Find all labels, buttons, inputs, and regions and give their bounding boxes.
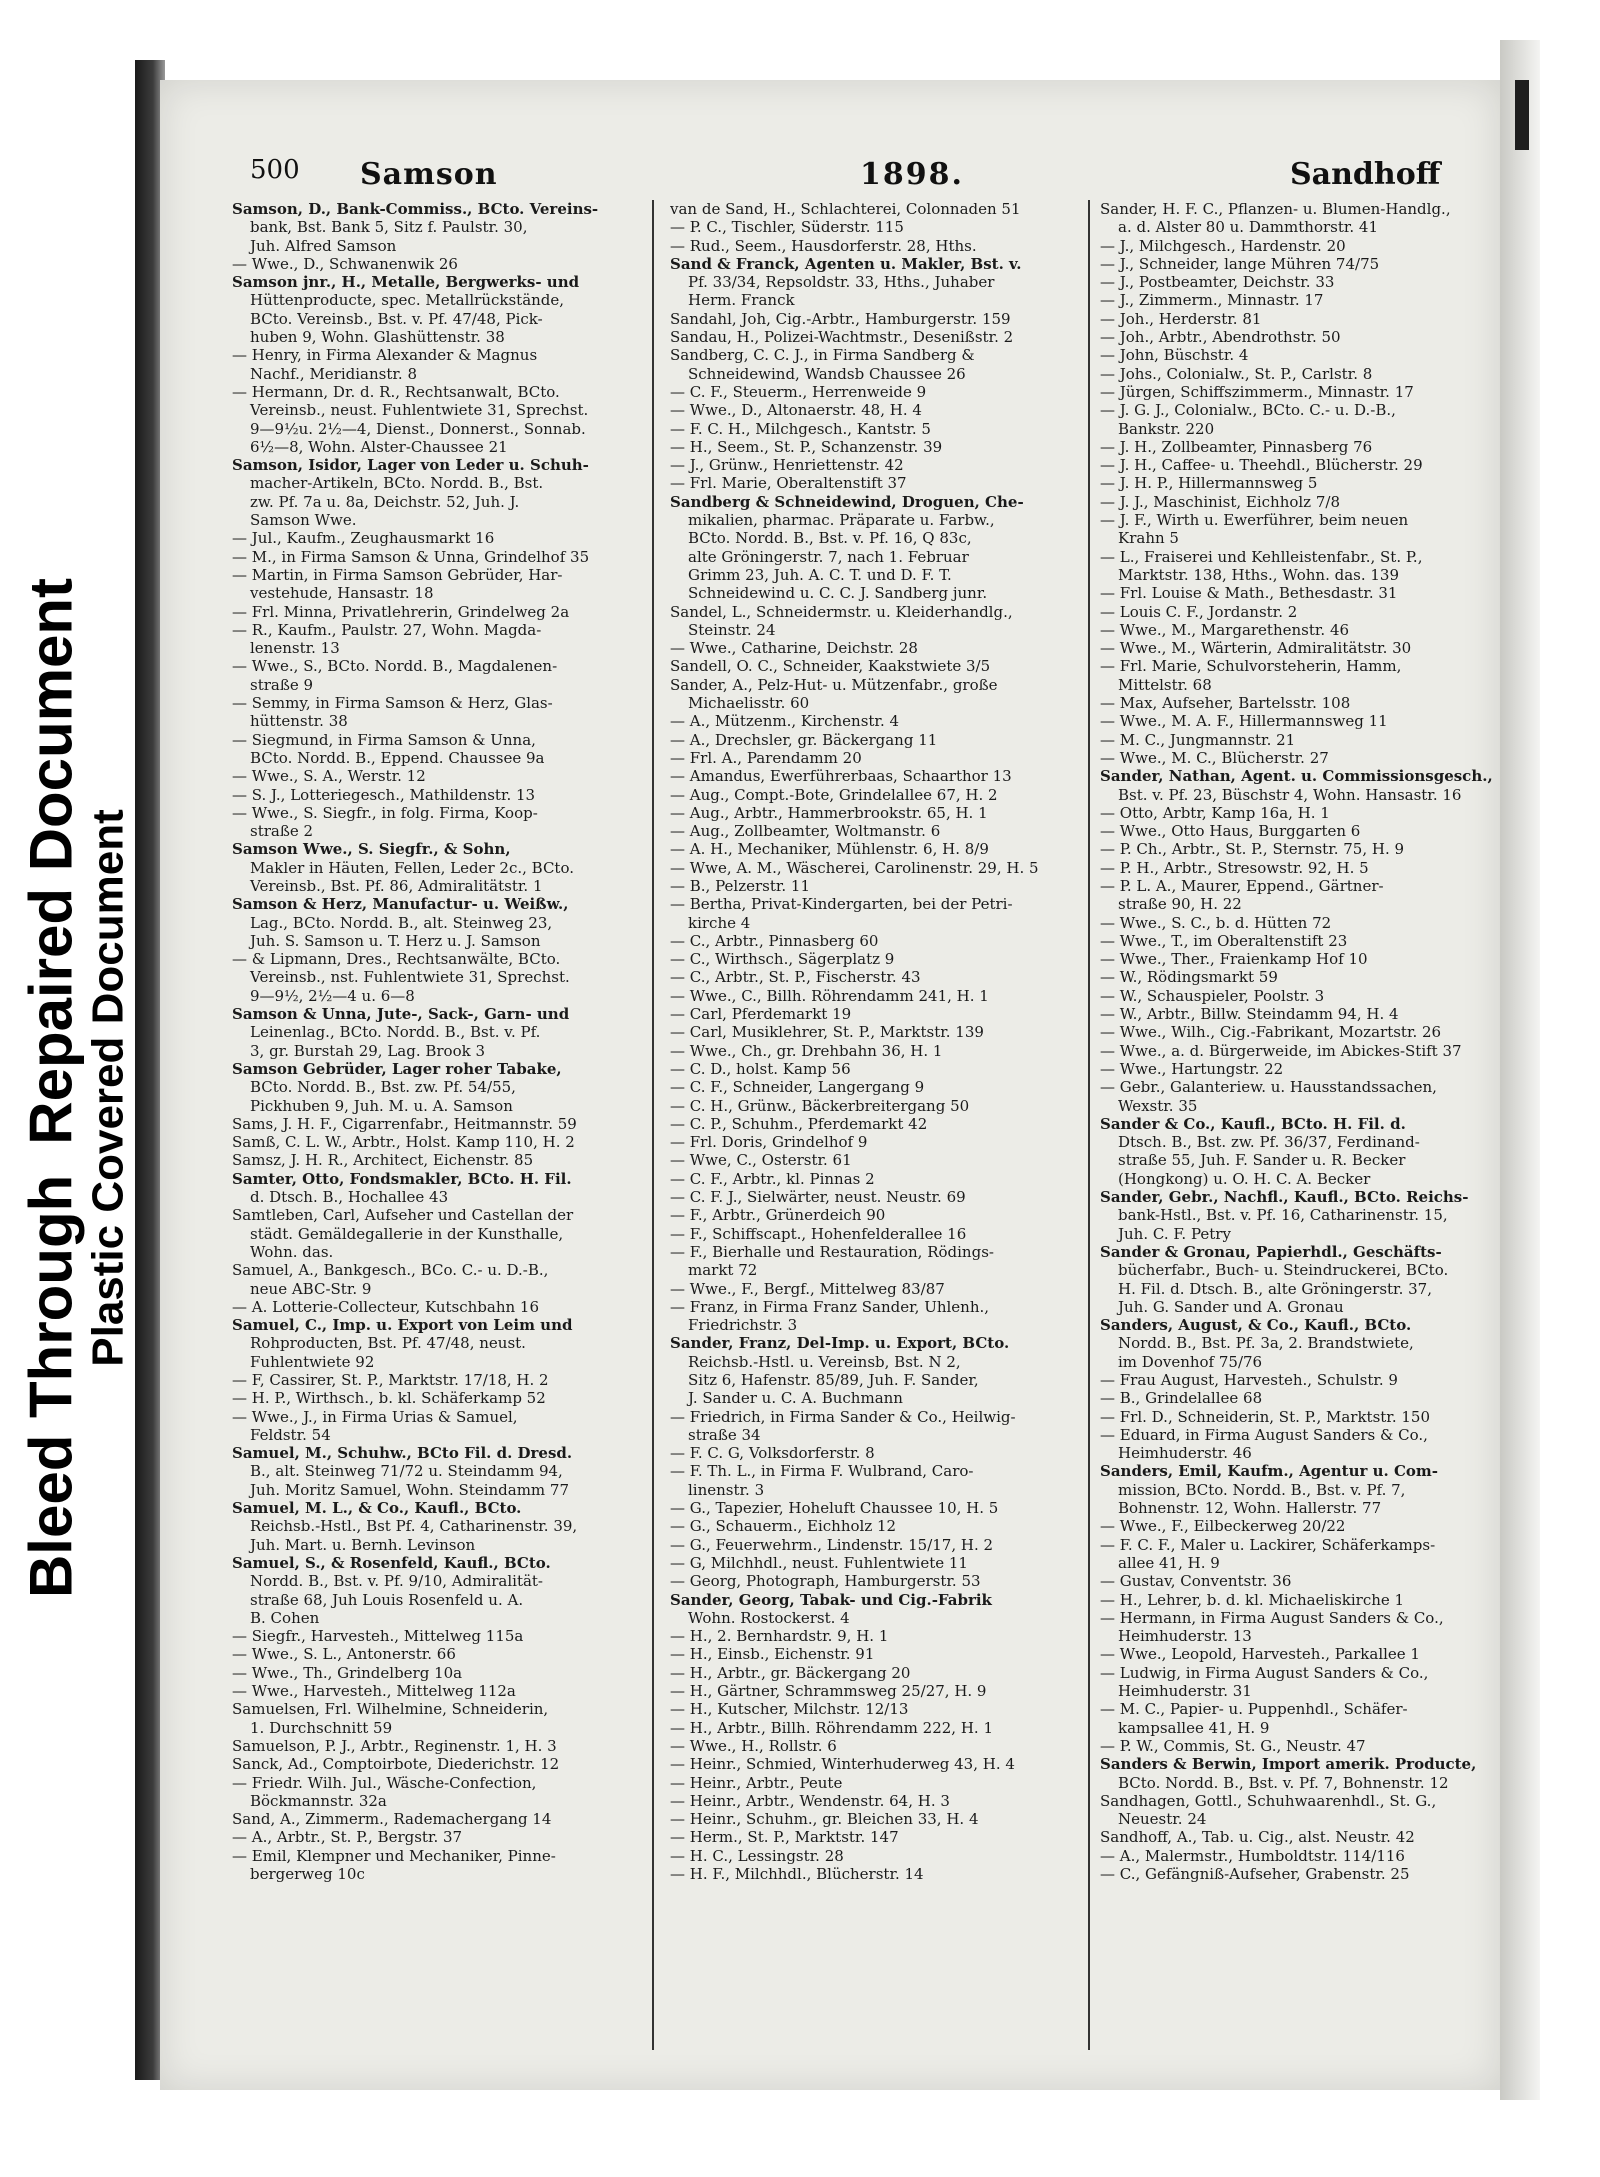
directory-entry-line: Sander, Georg, Tabak- und Cig.-Fabrik bbox=[670, 1590, 992, 1609]
directory-entry-line: Juh. S. Samson u. T. Herz u. J. Samson bbox=[250, 931, 541, 950]
directory-entry-line: bergerweg 10c bbox=[250, 1865, 365, 1884]
directory-entry-line: Sandhoff, A., Tab. u. Cig., alst. Neustr. 42 bbox=[1100, 1828, 1415, 1847]
directory-entry-line: Nordd. B., Bst. Pf. 3a, 2. Brandstwiete, bbox=[1118, 1334, 1414, 1353]
directory-entry-line: — C. D., holst. Kamp 56 bbox=[670, 1059, 851, 1078]
directory-entry-line: huben 9, Wohn. Glashüttenstr. 38 bbox=[250, 328, 505, 347]
repaired-document-label: Repaired Document bbox=[17, 577, 85, 1145]
directory-entry-line: — J. H. P., Hillermannsweg 5 bbox=[1100, 474, 1318, 493]
directory-entry-line: — L., Fraiserei und Kehlleistenfabr., St. P., bbox=[1100, 547, 1423, 566]
directory-entry-line: Samson, Isidor, Lager von Leder u. Schuh- bbox=[232, 456, 589, 475]
directory-entry-line: — A., Drechsler, gr. Bäckergang 11 bbox=[670, 730, 938, 749]
directory-entry-line: — Wwe., J., in Firma Urias & Samuel, bbox=[232, 1407, 518, 1426]
directory-entry-line: — W., Arbtr., Billw. Steindamm 94, H. 4 bbox=[1100, 1005, 1399, 1024]
directory-entry-line: straße 34 bbox=[688, 1425, 761, 1444]
directory-entry-line: — Carl, Musiklehrer, St. P., Marktstr. 139 bbox=[670, 1023, 984, 1042]
directory-entry-line: — Wwe., S. L., Antonerstr. 66 bbox=[232, 1645, 456, 1664]
directory-entry-line: 9—9½, 2½—4 u. 6—8 bbox=[250, 986, 415, 1005]
directory-entry-line: Bankstr. 220 bbox=[1118, 419, 1215, 438]
directory-entry-line: Heimhuderstr. 13 bbox=[1118, 1627, 1252, 1646]
directory-entry-line: Juh. Alfred Samson bbox=[250, 236, 397, 255]
directory-entry-line: — Wwe., D., Altonaerstr. 48, H. 4 bbox=[670, 401, 922, 420]
directory-entry-line: Lag., BCto. Nordd. B., alt. Steinweg 23, bbox=[250, 913, 553, 932]
directory-entry-line: — C., Gefängniß-Aufseher, Grabenstr. 25 bbox=[1100, 1865, 1410, 1884]
directory-entry-line: — H., Kutscher, Milchstr. 12/13 bbox=[670, 1700, 909, 1719]
directory-entry-line: — R., Kaufm., Paulstr. 27, Wohn. Magda- bbox=[232, 620, 542, 639]
directory-entry-line: — H. F., Milchhdl., Blücherstr. 14 bbox=[670, 1865, 924, 1884]
directory-column-1 bbox=[232, 200, 636, 2080]
directory-entry-line: — G., Feuerwehrm., Lindenstr. 15/17, H. 2 bbox=[670, 1535, 994, 1554]
directory-entry-line: lenenstr. 13 bbox=[250, 639, 340, 658]
directory-entry-line: Sandberg & Schneidewind, Droguen, Che- bbox=[670, 492, 1024, 511]
directory-entry-line: — Frl. Louise & Math., Bethesdastr. 31 bbox=[1100, 584, 1398, 603]
directory-entry-line: — C., Arbtr., St. P., Fischerstr. 43 bbox=[670, 968, 921, 987]
running-head-left: Samson bbox=[360, 157, 498, 192]
directory-entry-line: Samson & Herz, Manufactur- u. Weißw., bbox=[232, 895, 569, 914]
directory-entry-line: — Hermann, Dr. d. R., Rechtsanwalt, BCto. bbox=[232, 382, 560, 401]
bleed-through-label: Bleed Through bbox=[17, 1174, 85, 1599]
directory-entry-line: Vereinsb., neust. Fuhlentwiete 31, Sprechst. bbox=[250, 401, 589, 420]
directory-entry-line: Sander, Gebr., Nachfl., Kaufl., BCto. Reichs- bbox=[1100, 1188, 1469, 1207]
directory-entry-line: Sander, A., Pelz-Hut- u. Mützenfabr., große bbox=[670, 675, 998, 694]
directory-entry-line: Wohn. Rostockerst. 4 bbox=[688, 1608, 850, 1627]
directory-entry-line: — P. H., Arbtr., Stresowstr. 92, H. 5 bbox=[1100, 858, 1369, 877]
directory-entry-line: — Wwe., S. Siegfr., in folg. Firma, Koop- bbox=[232, 803, 538, 822]
directory-entry-line: — H., Seem., St. P., Schanzenstr. 39 bbox=[670, 437, 943, 456]
directory-entry-line: — J. H., Zollbeamter, Pinnasberg 76 bbox=[1100, 437, 1373, 456]
scan-right-edge-mark bbox=[1515, 80, 1529, 150]
directory-entry-line: — Martin, in Firma Samson Gebrüder, Har- bbox=[232, 565, 563, 584]
directory-entry-line: Böckmannstr. 32a bbox=[250, 1791, 387, 1810]
directory-entry-line: BCto. Nordd. B., Bst. v. Pf. 16, Q 83c, bbox=[688, 529, 972, 548]
directory-column-2 bbox=[670, 200, 1074, 2080]
directory-entry-line: — Max, Aufseher, Bartelsstr. 108 bbox=[1100, 694, 1351, 713]
directory-entry-line: B. Cohen bbox=[250, 1608, 320, 1627]
directory-entry-line: Samson Wwe., S. Siegfr., & Sohn, bbox=[232, 840, 511, 859]
directory-entry-line: — Wwe, C., Osterstr. 61 bbox=[670, 1151, 852, 1170]
directory-entry-line: — Frl. Minna, Privatlehrerin, Grindelweg 2a bbox=[232, 602, 570, 621]
directory-entry-line: Wohn. das. bbox=[250, 1242, 334, 1261]
directory-entry-line: — Wwe., Wilh., Cig.-Fabrikant, Mozartstr. 26 bbox=[1100, 1023, 1442, 1042]
directory-entry-line: Sandhagen, Gottl., Schuhwaarenhdl., St. G., bbox=[1100, 1791, 1437, 1810]
directory-entry-line: — Aug., Zollbeamter, Woltmanstr. 6 bbox=[670, 822, 941, 841]
directory-entry-line: — Gebr., Galanteriew. u. Hausstandssachen, bbox=[1100, 1078, 1437, 1097]
sidebar-watermark bbox=[0, 0, 150, 2177]
directory-entry-line: — H. C., Lessingstr. 28 bbox=[670, 1846, 844, 1865]
directory-entry-line: Samuel, M., Schuhw., BCto Fil. d. Dresd. bbox=[232, 1444, 573, 1463]
directory-entry-line: — J. J., Maschinist, Eichholz 7/8 bbox=[1100, 492, 1340, 511]
directory-entry-line: Sams, J. H. F., Cigarrenfabr., Heitmannstr. 59 bbox=[232, 1114, 577, 1133]
directory-entry-line: — F., Arbtr., Grünerdeich 90 bbox=[670, 1206, 886, 1225]
column-rule bbox=[652, 200, 654, 2050]
directory-entry-line: Makler in Häuten, Fellen, Leder 2c., BCto. bbox=[250, 858, 574, 877]
directory-entry-line: — A. H., Mechaniker, Mühlenstr. 6, H. 8/9 bbox=[670, 840, 989, 859]
side-label-line1 bbox=[17, 578, 86, 1598]
directory-entry-line: van de Sand, H., Schlachterei, Colonnaden 51 bbox=[670, 200, 1021, 218]
directory-entry-line: — Henry, in Firma Alexander & Magnus bbox=[232, 346, 538, 365]
directory-entry-line: — Wwe., Ther., Fraienkamp Hof 10 bbox=[1100, 950, 1368, 969]
directory-entry-line: straße 90, H. 22 bbox=[1118, 895, 1242, 914]
directory-entry-line: — Carl, Pferdemarkt 19 bbox=[670, 1005, 852, 1024]
directory-entry-line: Samson jnr., H., Metalle, Bergwerks- und bbox=[232, 273, 580, 292]
directory-entry-line: — G, Milchhdl., neust. Fuhlentwiete 11 bbox=[670, 1553, 968, 1572]
directory-entry-line: d. Dtsch. B., Hochallee 43 bbox=[250, 1188, 449, 1207]
plastic-covered-label: Plastic Covered Document bbox=[83, 809, 133, 1367]
directory-entry-line: — Amandus, Ewerführerbaas, Schaarthor 13 bbox=[670, 767, 1012, 786]
directory-entry-line: Juh. Moritz Samuel, Wohn. Steindamm 77 bbox=[250, 1480, 570, 1499]
directory-entry-line: straße 68, Juh Louis Rosenfeld u. A. bbox=[250, 1590, 524, 1609]
directory-entry-line: kampsallee 41, H. 9 bbox=[1118, 1718, 1270, 1737]
directory-entry-line: 6½—8, Wohn. Alster-Chaussee 21 bbox=[250, 437, 508, 456]
directory-entry-line: — P. C., Tischler, Süderstr. 115 bbox=[670, 218, 904, 237]
directory-entry-line: — C., Arbtr., Pinnasberg 60 bbox=[670, 931, 879, 950]
directory-entry-line: hüttenstr. 38 bbox=[250, 712, 348, 731]
directory-entry-line: Marktstr. 138, Hths., Wohn. das. 139 bbox=[1118, 565, 1400, 584]
directory-entry-line: — F, Cassirer, St. P., Marktstr. 17/18, H. 2 bbox=[232, 1371, 549, 1389]
directory-entry-line: Samter, Otto, Fondsmakler, BCto. H. Fil. bbox=[232, 1169, 572, 1188]
directory-entry-line: — Georg, Photograph, Hamburgerstr. 53 bbox=[670, 1572, 981, 1591]
directory-entry-line: Dtsch. B., Bst. zw. Pf. 36/37, Ferdinand- bbox=[1118, 1133, 1420, 1152]
directory-entry-line: — F., Schiffscapt., Hohenfelderallee 16 bbox=[670, 1224, 967, 1243]
page-year: 1898. bbox=[860, 157, 964, 192]
directory-entry-line: Samuel, A., Bankgesch., BCo. C.- u. D.-B., bbox=[232, 1261, 549, 1280]
scan-right-edge bbox=[1500, 40, 1540, 2100]
directory-entry-line: Samuel, S., & Rosenfeld, Kaufl., BCto. bbox=[232, 1553, 551, 1572]
directory-entry-line: Samson Wwe. bbox=[250, 511, 357, 530]
directory-entry-line: — Wwe., Th., Grindelberg 10a bbox=[232, 1663, 463, 1682]
directory-entry-line: Friedrichstr. 3 bbox=[688, 1316, 798, 1335]
directory-entry-line: J. Sander u. C. A. Buchmann bbox=[688, 1389, 903, 1408]
directory-entry-line: Reichsb.-Hstl. u. Vereinsb, Bst. N 2, bbox=[688, 1352, 961, 1371]
directory-entry-line: — A. Lotterie-Collecteur, Kutschbahn 16 bbox=[232, 1297, 540, 1316]
directory-entry-line: Wexstr. 35 bbox=[1118, 1096, 1198, 1115]
directory-entry-line: Herm. Franck bbox=[688, 291, 795, 310]
directory-entry-line: straße 55, Juh. F. Sander u. R. Becker bbox=[1118, 1151, 1406, 1170]
directory-entry-line: — Frl. Doris, Grindelhof 9 bbox=[670, 1133, 868, 1152]
directory-entry-line: — C. F., Arbtr., kl. Pinnas 2 bbox=[670, 1169, 875, 1188]
directory-entry-line: — B., Pelzerstr. 11 bbox=[670, 876, 811, 895]
directory-entry-line: Sander, H. F. C., Pflanzen- u. Blumen-Handlg., bbox=[1100, 200, 1451, 218]
directory-entry-line: — G., Tapezier, Hoheluft Chaussee 10, H. 5 bbox=[670, 1499, 999, 1518]
directory-entry-line: BCto. Nordd. B., Bst. zw. Pf. 54/55, bbox=[250, 1078, 516, 1097]
directory-entry-line: — Wwe., Harvesteh., Mittelweg 112a bbox=[232, 1682, 516, 1701]
directory-entry-line: — Emil, Klempner und Mechaniker, Pinne- bbox=[232, 1846, 556, 1865]
directory-entry-line: — Otto, Arbtr, Kamp 16a, H. 1 bbox=[1100, 803, 1330, 822]
directory-entry-line: — J., Postbeamter, Deichstr. 33 bbox=[1100, 273, 1335, 292]
directory-entry-line: — Friedrich, in Firma Sander & Co., Heilwig- bbox=[670, 1407, 1016, 1426]
directory-entry-line: Vereinsb., Bst. Pf. 86, Admiralitätstr. 1 bbox=[250, 876, 543, 895]
directory-entry-line: Sand & Franck, Agenten u. Makler, Bst. v. bbox=[670, 254, 1022, 273]
directory-entry-line: — Ludwig, in Firma August Sanders & Co., bbox=[1100, 1663, 1429, 1682]
directory-entry-line: — Wwe., Leopold, Harvesteh., Parkallee 1 bbox=[1100, 1645, 1420, 1664]
directory-entry-line: Juh. C. F. Petry bbox=[1118, 1224, 1231, 1243]
directory-entry-line: Pf. 33/34, Repsoldstr. 33, Hths., Juhaber bbox=[688, 273, 995, 292]
directory-entry-line: Sander, Nathan, Agent. u. Commissionsgesch., bbox=[1100, 767, 1493, 786]
directory-entry-line: Sander & Co., Kaufl., BCto. H. Fil. d. bbox=[1100, 1114, 1406, 1133]
directory-entry-line: — J. F., Wirth u. Ewerführer, beim neuen bbox=[1100, 511, 1409, 530]
directory-entry-line: — John, Büschstr. 4 bbox=[1100, 346, 1249, 365]
directory-entry-line: — C. H., Grünw., Bäckerbreitergang 50 bbox=[670, 1096, 970, 1115]
directory-entry-line: — J., Milchgesch., Hardenstr. 20 bbox=[1100, 236, 1346, 255]
page-number: 500 bbox=[250, 155, 300, 185]
directory-entry-line: — Wwe., S. A., Werstr. 12 bbox=[232, 767, 426, 786]
directory-entry-line: — Heinr., Schmied, Winterhuderweg 43, H. 4 bbox=[670, 1755, 1015, 1774]
directory-entry-line: allee 41, H. 9 bbox=[1118, 1553, 1220, 1572]
directory-entry-line: — A., Malermstr., Humboldtstr. 114/116 bbox=[1100, 1846, 1405, 1865]
directory-entry-line: — Gustav, Conventstr. 36 bbox=[1100, 1572, 1292, 1591]
directory-entry-line: Pickhuben 9, Juh. M. u. A. Samson bbox=[250, 1096, 513, 1115]
directory-entry-line: — C., Wirthsch., Sägerplatz 9 bbox=[670, 950, 895, 969]
directory-entry-line: — Joh., Herderstr. 81 bbox=[1100, 309, 1262, 328]
directory-entry-line: (Hongkong) u. O. H. C. A. Becker bbox=[1118, 1169, 1371, 1188]
directory-entry-line: Sand, A., Zimmerm., Rademachergang 14 bbox=[232, 1810, 552, 1829]
directory-entry-line: Sitz 6, Hafenstr. 85/89, Juh. F. Sander, bbox=[688, 1371, 979, 1389]
directory-entry-line: 3, gr. Burstah 29, Lag. Brook 3 bbox=[250, 1041, 486, 1060]
directory-entry-line: Sanders, August, & Co., Kaufl., BCto. bbox=[1100, 1316, 1412, 1335]
directory-entry-line: Neuestr. 24 bbox=[1118, 1810, 1207, 1829]
directory-entry-line: — H., 2. Bernhardstr. 9, H. 1 bbox=[670, 1627, 889, 1646]
directory-entry-line: — F., Bierhalle und Restauration, Rödings- bbox=[670, 1242, 994, 1261]
directory-entry-line: Bohnenstr. 12, Wohn. Hallerstr. 77 bbox=[1118, 1499, 1382, 1518]
directory-entry-line: — Frl. A., Parendamm 20 bbox=[670, 748, 862, 767]
directory-entry-line: straße 2 bbox=[250, 822, 314, 841]
directory-entry-line: — Jürgen, Schiffszimmerm., Minnastr. 17 bbox=[1100, 382, 1414, 401]
directory-entry-line: — Herm., St. P., Marktstr. 147 bbox=[670, 1828, 899, 1847]
directory-entry-line: Bst. v. Pf. 23, Büschstr 4, Wohn. Hansastr. 16 bbox=[1118, 785, 1462, 804]
directory-entry-line: — F. Th. L., in Firma F. Wulbrand, Caro- bbox=[670, 1462, 974, 1481]
directory-entry-line: — G., Schauerm., Eichholz 12 bbox=[670, 1517, 897, 1536]
directory-entry-line: — P. W., Commis, St. G., Neustr. 47 bbox=[1100, 1736, 1366, 1755]
directory-entry-line: Samson & Unna, Jute-, Sack-, Garn- und bbox=[232, 1005, 570, 1024]
directory-entry-line: — & Lipmann, Dres., Rechtsanwälte, BCto. bbox=[232, 950, 561, 969]
directory-entry-line: — Wwe., M. C., Blücherstr. 27 bbox=[1100, 748, 1329, 767]
directory-entry-line: 9—9½u. 2½—4, Dienst., Donnerst., Sonnab. bbox=[250, 419, 586, 438]
directory-entry-line: — H., Lehrer, b. d. kl. Michaeliskirche 1 bbox=[1100, 1590, 1405, 1609]
directory-entry-line: — Joh., Arbtr., Abendrothstr. 50 bbox=[1100, 328, 1341, 347]
directory-entry-line: BCto. Nordd. B., Bst. v. Pf. 7, Bohnenstr. 12 bbox=[1118, 1773, 1449, 1792]
directory-entry-line: bank, Bst. Bank 5, Sitz f. Paulstr. 30, bbox=[250, 218, 528, 237]
directory-entry-line: Hüttenproducte, spec. Metallrückstände, bbox=[250, 291, 565, 310]
directory-entry-line: Vereinsb., nst. Fuhlentwiete 31, Sprechst. bbox=[250, 968, 570, 987]
directory-entry-line: zw. Pf. 7a u. 8a, Deichstr. 52, Juh. J. bbox=[250, 492, 520, 511]
directory-entry-line: — C. P., Schuhm., Pferdemarkt 42 bbox=[670, 1114, 928, 1133]
directory-entry-line: Fuhlentwiete 92 bbox=[250, 1352, 375, 1371]
directory-entry-line: — M. C., Papier- u. Puppenhdl., Schäfer- bbox=[1100, 1700, 1408, 1719]
directory-entry-line: — Bertha, Privat-Kindergarten, bei der Petri- bbox=[670, 895, 1013, 914]
directory-entry-line: — H., Gärtner, Schrammsweg 25/27, H. 9 bbox=[670, 1682, 987, 1701]
directory-entry-line: Samuelsen, Frl. Wilhelmine, Schneiderin, bbox=[232, 1700, 549, 1719]
directory-entry-line: Krahn 5 bbox=[1118, 529, 1179, 548]
directory-entry-line: — Wwe., C., Billh. Röhrendamm 241, H. 1 bbox=[670, 986, 989, 1005]
directory-entry-line: — Wwe., Ch., gr. Drehbahn 36, H. 1 bbox=[670, 1041, 943, 1060]
directory-entry-line: — A., Mützenm., Kirchenstr. 4 bbox=[670, 712, 900, 731]
directory-entry-line: — Heinr., Schuhm., gr. Bleichen 33, H. 4 bbox=[670, 1810, 979, 1829]
directory-entry-line: Sanders, Emil, Kaufm., Agentur u. Com- bbox=[1100, 1462, 1439, 1481]
directory-entry-line: Reichsb.-Hstl., Bst Pf. 4, Catharinenstr. 39, bbox=[250, 1517, 578, 1536]
directory-entry-line: Feldstr. 54 bbox=[250, 1425, 331, 1444]
directory-entry-line: — Wwe., D., Schwanenwik 26 bbox=[232, 254, 458, 273]
directory-entry-line: Sandberg, C. C. J., in Firma Sandberg & bbox=[670, 346, 975, 365]
directory-entry-line: im Dovenhof 75/76 bbox=[1118, 1352, 1263, 1371]
side-label bbox=[17, 578, 134, 1598]
directory-entry-line: — H., Arbtr., Billh. Röhrendamm 222, H. 1 bbox=[670, 1718, 994, 1737]
directory-entry-line: 1. Durchschnitt 59 bbox=[250, 1718, 393, 1737]
directory-entry-line: — Wwe., Hartungstr. 22 bbox=[1100, 1059, 1284, 1078]
directory-entry-line: Samtleben, Carl, Aufseher und Castellan der bbox=[232, 1206, 574, 1225]
directory-entry-line: — A., Arbtr., St. P., Bergstr. 37 bbox=[232, 1828, 463, 1847]
directory-entry-line: Samson, D., Bank-Commiss., BCto. Vereins- bbox=[232, 200, 599, 218]
directory-entry-line: bücherfabr., Buch- u. Steindruckerei, BCto. bbox=[1118, 1261, 1449, 1280]
directory-entry-line: mikalien, pharmac. Präparate u. Farbw., bbox=[688, 511, 995, 530]
directory-entry-line: — Wwe., F., Bergf., Mittelweg 83/87 bbox=[670, 1279, 945, 1298]
directory-entry-line: — W., Schauspieler, Poolstr. 3 bbox=[1100, 986, 1325, 1005]
running-head-right: Sandhoff bbox=[1290, 157, 1441, 192]
directory-entry-line: — Frl. Marie, Oberaltenstift 37 bbox=[670, 474, 907, 493]
directory-entry-line: Schneidewind u. C. C. J. Sandberg junr. bbox=[688, 584, 988, 603]
directory-entry-line: — Jul., Kaufm., Zeughausmarkt 16 bbox=[232, 529, 495, 548]
directory-entry-line: — Franz, in Firma Franz Sander, Uhlenh., bbox=[670, 1297, 990, 1316]
directory-entry-line: — Siegmund, in Firma Samson & Unna, bbox=[232, 730, 536, 749]
directory-entry-line: — Friedr. Wilh. Jul., Wäsche-Confection, bbox=[232, 1773, 537, 1792]
directory-entry-line: — Frl. D., Schneiderin, St. P., Marktstr. 150 bbox=[1100, 1407, 1430, 1426]
directory-entry-line: — Wwe., Otto Haus, Burggarten 6 bbox=[1100, 822, 1361, 841]
directory-entry-line: Schneidewind, Wandsb Chaussee 26 bbox=[688, 364, 966, 383]
directory-entry-line: Sanck, Ad., Comptoirbote, Diederichstr. 12 bbox=[232, 1755, 560, 1774]
directory-column-3 bbox=[1100, 200, 1504, 2080]
directory-entry-line: — Aug., Arbtr., Hammerbrookstr. 65, H. 1 bbox=[670, 803, 988, 822]
directory-entry-line: — J., Schneider, lange Mühren 74/75 bbox=[1100, 254, 1380, 273]
directory-entry-line: alte Gröningerstr. 7, nach 1. Februar bbox=[688, 547, 969, 566]
directory-entry-line: mission, BCto. Nordd. B., Bst. v. Pf. 7, bbox=[1118, 1480, 1406, 1499]
directory-entry-line: neue ABC-Str. 9 bbox=[250, 1279, 372, 1298]
directory-entry-line: — Wwe., S. C., b. d. Hütten 72 bbox=[1100, 913, 1332, 932]
directory-entry-line: — Semmy, in Firma Samson & Herz, Glas- bbox=[232, 694, 553, 713]
directory-entry-line: — Johs., Colonialw., St. P., Carlstr. 8 bbox=[1100, 364, 1373, 383]
directory-entry-line: städt. Gemäldegallerie in der Kunsthalle, bbox=[250, 1224, 564, 1243]
directory-entry-line: — Wwe., Catharine, Deichstr. 28 bbox=[670, 639, 918, 658]
directory-entry-line: — Heinr., Arbtr., Wendenstr. 64, H. 3 bbox=[670, 1791, 950, 1810]
directory-entry-line: Sandel, L., Schneidermstr. u. Kleiderhandlg., bbox=[670, 602, 1013, 621]
directory-entry-line: — Wwe., T., im Oberaltenstift 23 bbox=[1100, 931, 1348, 950]
directory-entry-line: — Heinr., Arbtr., Peute bbox=[670, 1773, 843, 1792]
directory-entry-line: B., alt. Steinweg 71/72 u. Steindamm 94, bbox=[250, 1462, 563, 1481]
directory-entry-line: — J. G. J., Colonialw., BCto. C.- u. D.-B., bbox=[1100, 401, 1396, 420]
directory-entry-line: — M., in Firma Samson & Unna, Grindelhof 35 bbox=[232, 547, 590, 566]
directory-entry-line: — M. C., Jungmannstr. 21 bbox=[1100, 730, 1296, 749]
directory-entry-line: Heimhuderstr. 31 bbox=[1118, 1682, 1252, 1701]
directory-entry-line: — Siegfr., Harvesteh., Mittelweg 115a bbox=[232, 1627, 524, 1646]
directory-entry-line: Sander, Franz, Del-Imp. u. Export, BCto. bbox=[670, 1334, 1010, 1353]
directory-entry-line: — Wwe., H., Rollstr. 6 bbox=[670, 1736, 837, 1755]
directory-entry-line: linenstr. 3 bbox=[688, 1480, 765, 1499]
directory-entry-line: a. d. Alster 80 u. Dammthorstr. 41 bbox=[1118, 218, 1379, 237]
directory-entry-line: Samß, C. L. W., Arbtr., Holst. Kamp 110, H. 2 bbox=[232, 1133, 575, 1152]
directory-entry-line: — F. C. F., Maler u. Lackirer, Schäferkamps- bbox=[1100, 1535, 1436, 1554]
directory-entry-line: BCto. Nordd. B., Eppend. Chaussee 9a bbox=[250, 748, 545, 767]
directory-entry-line: straße 9 bbox=[250, 675, 314, 694]
directory-entry-line: Juh. Mart. u. Bernh. Levinson bbox=[250, 1535, 476, 1554]
directory-entry-line: Samson Gebrüder, Lager roher Tabake, bbox=[232, 1059, 562, 1078]
directory-entry-line: — Louis C. F., Jordanstr. 2 bbox=[1100, 602, 1298, 621]
directory-entry-line: Sanders & Berwin, Import amerik. Producte, bbox=[1100, 1755, 1477, 1774]
directory-entry-line: markt 72 bbox=[688, 1261, 758, 1280]
directory-entry-line: — Wwe, A. M., Wäscherei, Carolinenstr. 29, H. 5 bbox=[670, 858, 1039, 877]
directory-entry-line: — C. F. J., Sielwärter, neust. Neustr. 69 bbox=[670, 1188, 966, 1207]
directory-entry-line: Nordd. B., Bst. v. Pf. 9/10, Admiralität- bbox=[250, 1572, 544, 1591]
directory-entry-line: bank-Hstl., Bst. v. Pf. 16, Catharinenstr. 15, bbox=[1118, 1206, 1448, 1225]
directory-entry-line: — Frl. Marie, Schulvorsteherin, Hamm, bbox=[1100, 657, 1402, 676]
directory-entry-line: — J., Zimmerm., Minnastr. 17 bbox=[1100, 291, 1324, 310]
directory-entry-line: macher-Artikeln, BCto. Nordd. B., Bst. bbox=[250, 474, 544, 493]
directory-entry-line: — J. H., Caffee- u. Theehdl., Blücherstr. 29 bbox=[1100, 456, 1423, 475]
directory-entry-line: Sander & Gronau, Papierhdl., Geschäfts- bbox=[1100, 1242, 1442, 1261]
directory-entry-line: — F. C. G, Volksdorferstr. 8 bbox=[670, 1444, 875, 1463]
directory-entry-line: Samuel, M. L., & Co., Kaufl., BCto. bbox=[232, 1499, 522, 1518]
directory-entry-line: Sandau, H., Polizei-Wachtmstr., Desenißstr. 2 bbox=[670, 328, 1014, 347]
directory-entry-line: Rohproducten, Bst. Pf. 47/48, neust. bbox=[250, 1334, 526, 1353]
directory-entry-line: Samuelson, P. J., Arbtr., Reginenstr. 1, H. 3 bbox=[232, 1736, 557, 1755]
directory-entry-line: — W., Rödingsmarkt 59 bbox=[1100, 968, 1278, 987]
directory-entry-line: Steinstr. 24 bbox=[688, 620, 776, 639]
directory-entry-line: Leinenlag., BCto. Nordd. B., Bst. v. Pf. bbox=[250, 1023, 541, 1042]
directory-entry-line: — Wwe., M. A. F., Hillermannsweg 11 bbox=[1100, 712, 1388, 731]
directory-entry-line: — Wwe., M., Margarethenstr. 46 bbox=[1100, 620, 1350, 639]
directory-entry-line: Sandahl, Joh, Cig.-Arbtr., Hamburgerstr. 159 bbox=[670, 309, 1011, 328]
column-rule bbox=[1088, 200, 1090, 2050]
directory-entry-line: Samuel, C., Imp. u. Export von Leim und bbox=[232, 1316, 573, 1335]
directory-entry-line: Sandell, O. C., Schneider, Kaakstwiete 3/5 bbox=[670, 657, 991, 676]
directory-entry-line: — S. J., Lotteriegesch., Mathildenstr. 13 bbox=[232, 785, 536, 804]
directory-entry-line: — P. L. A., Maurer, Eppend., Gärtner- bbox=[1100, 876, 1384, 895]
directory-entry-line: H. Fil. d. Dtsch. B., alte Gröningerstr. 37, bbox=[1118, 1279, 1432, 1298]
directory-entry-line: — Wwe., M., Wärterin, Admiralitätstr. 30 bbox=[1100, 639, 1412, 658]
directory-entry-line: — C. F., Steuerm., Herrenweide 9 bbox=[670, 382, 927, 401]
directory-entry-line: Mittelstr. 68 bbox=[1118, 675, 1212, 694]
directory-entry-line: — Wwe., S., BCto. Nordd. B., Magdalenen- bbox=[232, 657, 558, 676]
directory-entry-line: BCto. Vereinsb., Bst. v. Pf. 47/48, Pick- bbox=[250, 309, 543, 328]
directory-entry-line: Juh. G. Sander und A. Gronau bbox=[1118, 1297, 1344, 1316]
directory-entry-line: — Eduard, in Firma August Sanders & Co., bbox=[1100, 1425, 1428, 1444]
directory-entry-line: — Hermann, in Firma August Sanders & Co., bbox=[1100, 1608, 1444, 1627]
directory-entry-line: — Frau August, Harvesteh., Schulstr. 9 bbox=[1100, 1371, 1398, 1389]
directory-entry-line: — H., Einsb., Eichenstr. 91 bbox=[670, 1645, 875, 1664]
directory-entry-line: Heimhuderstr. 46 bbox=[1118, 1444, 1252, 1463]
directory-entry-line: — H., Arbtr., gr. Bäckergang 20 bbox=[670, 1663, 911, 1682]
directory-entry-line: — Wwe., F., Eilbeckerweg 20/22 bbox=[1100, 1517, 1346, 1536]
directory-entry-line: — H. P., Wirthsch., b. kl. Schäferkamp 52 bbox=[232, 1389, 546, 1408]
directory-entry-line: kirche 4 bbox=[688, 913, 751, 932]
directory-entry-line: — B., Grindelallee 68 bbox=[1100, 1389, 1263, 1408]
directory-entry-line: — Aug., Compt.-Bote, Grindelallee 67, H. 2 bbox=[670, 785, 998, 804]
directory-entry-line: — F. C. H., Milchgesch., Kantstr. 5 bbox=[670, 419, 931, 438]
directory-entry-line: — J., Grünw., Henriettenstr. 42 bbox=[670, 456, 904, 475]
directory-entry-line: — Rud., Seem., Hausdorferstr. 28, Hths. bbox=[670, 236, 977, 255]
directory-entry-line: — C. F., Schneider, Langergang 9 bbox=[670, 1078, 925, 1097]
directory-entry-line: Nachf., Meridianstr. 8 bbox=[250, 364, 417, 383]
directory-entry-line: Samsz, J. H. R., Architect, Eichenstr. 85 bbox=[232, 1151, 534, 1170]
directory-entry-line: — Wwe., a. d. Bürgerweide, im Abickes-Stift 37 bbox=[1100, 1041, 1462, 1060]
page-header bbox=[250, 155, 1490, 195]
directory-entry-line: Grimm 23, Juh. A. C. T. und D. F. T. bbox=[688, 565, 952, 584]
directory-entry-line: vestehude, Hansastr. 18 bbox=[250, 584, 434, 603]
directory-entry-line: — P. Ch., Arbtr., St. P., Sternstr. 75, H. 9 bbox=[1100, 840, 1405, 859]
directory-entry-line: Michaelisstr. 60 bbox=[688, 694, 810, 713]
